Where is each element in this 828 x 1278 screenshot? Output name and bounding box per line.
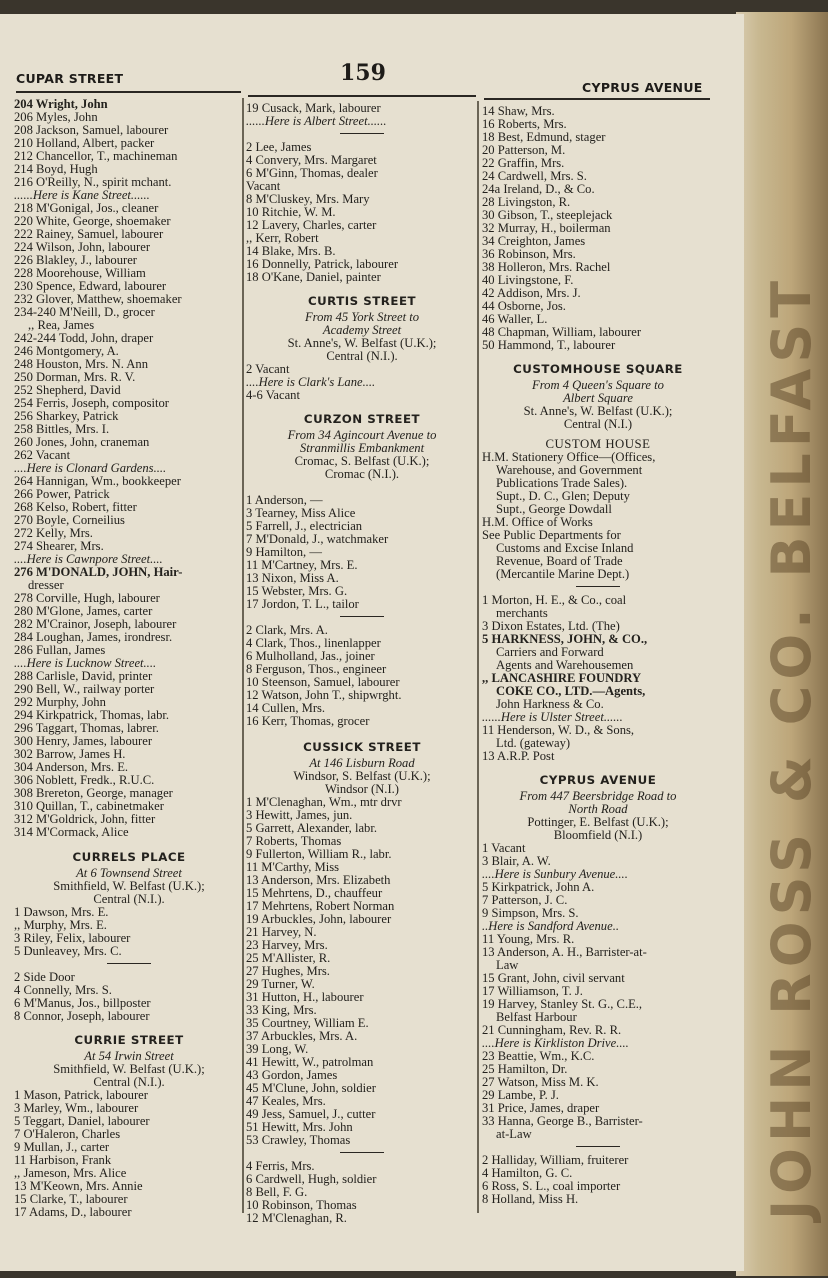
entry: 17 Jordon, T. L., tailor xyxy=(246,597,359,611)
entry: 29 Lambe, P. J. xyxy=(482,1088,559,1102)
entry-continued: Supt., D. C., Glen; Deputy xyxy=(496,489,630,503)
entry: 7 O'Haleron, Charles xyxy=(14,1127,121,1141)
street-heading: CURRIE STREET xyxy=(74,1033,184,1047)
entry: 234-240 M'Neill, D., grocer xyxy=(14,305,155,319)
short-rule xyxy=(340,616,384,617)
entry: 1 Anderson, — xyxy=(246,493,323,507)
entry: 37 Arbuckles, Mrs. A. xyxy=(246,1029,358,1043)
entry-continued: Customs and Excise Inland xyxy=(496,541,634,555)
entry: 43 Gordon, James xyxy=(246,1068,338,1082)
entry-continued: merchants xyxy=(496,606,548,620)
entry-continued: Agents and Warehousemen xyxy=(496,658,634,672)
entry: ,, Jameson, Mrs. Alice xyxy=(14,1166,127,1180)
running-head-left: CUPAR STREET xyxy=(16,71,124,86)
entry: 27 Watson, Miss M. K. xyxy=(482,1075,599,1089)
entry: H.M. Office of Works xyxy=(482,515,593,529)
entry: 14 Blake, Mrs. B. xyxy=(246,244,336,258)
entry: 11 M'Cartney, Mrs. E. xyxy=(246,558,358,572)
entry: 51 Hewitt, Mrs. John xyxy=(246,1120,353,1134)
entry: 206 Myles, John xyxy=(14,110,98,124)
header-rule xyxy=(484,98,710,100)
entry: 4 Clark, Thos., linenlapper xyxy=(246,636,381,650)
entry: 222 Rainey, Samuel, labourer xyxy=(14,227,164,241)
entry: 8 Connor, Joseph, labourer xyxy=(14,1009,150,1023)
entry-continued: COKE CO., LTD.—Agents, xyxy=(496,684,646,698)
entry: 10 Robinson, Thomas xyxy=(246,1198,357,1212)
entry-continued: Law xyxy=(496,958,519,972)
page-number: 159 xyxy=(340,60,386,86)
entry-continued: at-Law xyxy=(496,1127,532,1141)
entry: 300 Henry, James, labourer xyxy=(14,734,153,748)
entry-continued: Publications Trade Sales). xyxy=(496,476,628,490)
entry-continued: Revenue, Board of Trade xyxy=(496,554,623,568)
entry: 25 Hamilton, Dr. xyxy=(482,1062,568,1076)
street-location: From 447 Beersbridge Road to xyxy=(519,789,677,803)
entry-continued: Carriers and Forward xyxy=(496,645,604,659)
entry: 2 Clark, Mrs. A. xyxy=(246,623,328,637)
street-location: At 6 Townsend Street xyxy=(76,866,182,880)
entry: 27 Hughes, Mrs. xyxy=(246,964,330,978)
entry: 39 Long, W. xyxy=(246,1042,309,1056)
street-heading: CUSTOMHOUSE SQUARE xyxy=(513,362,683,376)
street-heading: CYPRUS AVENUE xyxy=(539,773,657,787)
entry: 18 Best, Edmund, stager xyxy=(482,130,606,144)
entry-continued: Ltd. (gateway) xyxy=(496,736,571,750)
entry: 310 Quillan, T., cabinetmaker xyxy=(14,799,164,813)
entry: 17 Adams, D., labourer xyxy=(14,1205,132,1219)
entry: 9 Mullan, J., carter xyxy=(14,1140,110,1154)
entry: 226 Blakley, J., labourer xyxy=(14,253,137,267)
entry: 48 Chapman, William, labourer xyxy=(482,325,642,339)
ward-info: Bloomfield (N.I.) xyxy=(553,828,643,842)
entry: 23 Beattie, Wm., K.C. xyxy=(482,1049,595,1063)
entry-continued: Supt., George Dowdall xyxy=(496,502,612,516)
entry: 7 Patterson, J. C. xyxy=(482,893,568,907)
entry-continued: John Harkness & Co. xyxy=(496,697,604,711)
entry: 5 Dunleavey, Mrs. C. xyxy=(14,944,122,958)
entry: 284 Loughan, James, irondresr. xyxy=(14,630,173,644)
entry: 5 Farrell, J., electrician xyxy=(246,519,363,533)
entry: 8 M'Cluskey, Mrs. Mary xyxy=(246,192,370,206)
entry: 294 Kirkpatrick, Thomas, labr. xyxy=(14,708,170,722)
entry: 286 Fullan, James xyxy=(14,643,106,657)
street-heading: CURRELS PLACE xyxy=(72,850,186,864)
entry: 6 M'Manus, Jos., billposter xyxy=(14,996,151,1010)
entry: 3 Riley, Felix, labourer xyxy=(14,931,131,945)
cross-street: ....Here is Sunbury Avenue.... xyxy=(482,867,628,881)
street-location: From 45 York Street to xyxy=(304,310,420,324)
entry: 242-244 Todd, John, draper xyxy=(14,331,154,345)
entry: 46 Waller, L. xyxy=(482,312,548,326)
entry: 308 Brereton, George, manager xyxy=(14,786,173,800)
entry: 29 Turner, W. xyxy=(246,977,315,991)
entry: 38 Holleron, Mrs. Rachel xyxy=(482,260,611,274)
cross-street: ......Here is Ulster Street...... xyxy=(482,710,623,724)
entry: 296 Taggart, Thomas, labrer. xyxy=(14,721,159,735)
street-location: At 54 Irwin Street xyxy=(84,1049,174,1063)
entry-continued: Warehouse, and Government xyxy=(496,463,643,477)
ward-info: Central (N.I.). xyxy=(326,349,398,363)
street-location: At 146 Lisburn Road xyxy=(309,756,415,770)
ward-info: Windsor (N.I.) xyxy=(325,782,399,796)
ward-info: Central (N.I.). xyxy=(93,1075,165,1089)
entry: 9 Hamilton, — xyxy=(246,545,322,559)
street-location: From 4 Queen's Square to xyxy=(532,378,664,392)
entry: 28 Livingston, R. xyxy=(482,195,571,209)
edge-printed-text: JOHN ROSS & CO. BELFAST xyxy=(760,274,823,1220)
entry: 12 Watson, John T., shipwrght. xyxy=(246,688,402,702)
entry: 5 Teggart, Daniel, labourer xyxy=(14,1114,150,1128)
entry: 19 Arbuckles, John, labourer xyxy=(246,912,392,926)
cross-street: ....Here is Kirkliston Drive.... xyxy=(482,1036,629,1050)
entry: 280 M'Glone, James, carter xyxy=(14,604,153,618)
entry: 274 Shearer, Mrs. xyxy=(14,539,104,553)
entry: Vacant xyxy=(246,179,281,193)
entry: 2 Lee, James xyxy=(246,140,312,154)
entry: 20 Patterson, M. xyxy=(482,143,566,157)
ward-info: St. Anne's, W. Belfast (U.K.); xyxy=(287,336,437,350)
entry: 312 M'Goldrick, John, fitter xyxy=(14,812,156,826)
entry: 306 Noblett, Fredk., R.U.C. xyxy=(14,773,155,787)
entry: 3 Marley, Wm., labourer xyxy=(14,1101,139,1115)
entry: 1 Vacant xyxy=(482,841,526,855)
entry: 272 Kelly, Mrs. xyxy=(14,526,93,540)
entry: 5 HARKNESS, JOHN, & CO., xyxy=(482,632,648,646)
entry: 6 Ross, S. L., coal importer xyxy=(482,1179,621,1193)
entry: 22 Graffin, Mrs. xyxy=(482,156,565,170)
entry: 2 Vacant xyxy=(246,362,290,376)
entry: 36 Robinson, Mrs. xyxy=(482,247,576,261)
entry: 40 Livingstone, F. xyxy=(482,273,574,287)
entry: 292 Murphy, John xyxy=(14,695,106,709)
entry: 288 Carlisle, David, printer xyxy=(14,669,153,683)
entry: 47 Keales, Mrs. xyxy=(246,1094,326,1108)
ward-info: Smithfield, W. Belfast (U.K.); xyxy=(53,879,205,893)
entry: 15 Clarke, T., labourer xyxy=(14,1192,128,1206)
entry: 7 Roberts, Thomas xyxy=(246,834,342,848)
entry: 12 Lavery, Charles, carter xyxy=(246,218,377,232)
street-location: Albert Square xyxy=(563,391,633,405)
entry: 13 Anderson, A. H., Barrister-at- xyxy=(482,945,647,959)
ward-info: Pottinger, E. Belfast (U.K.); xyxy=(527,815,669,829)
entry: 49 Jess, Samuel, J., cutter xyxy=(246,1107,376,1121)
entry: 216 O'Reilly, N., spirit mchant. xyxy=(14,175,172,189)
entry: 314 M'Cormack, Alice xyxy=(14,825,129,839)
entry: 304 Anderson, Mrs. E. xyxy=(14,760,129,774)
entry: 25 M'Allister, R. xyxy=(246,951,331,965)
entry-continued: Belfast Harbour xyxy=(496,1010,577,1024)
entry: 9 Fullerton, William R., labr. xyxy=(246,847,392,861)
entry: 268 Kelso, Robert, fitter xyxy=(14,500,137,514)
entry: 53 Crawley, Thomas xyxy=(246,1133,351,1147)
short-rule xyxy=(340,1152,384,1153)
entry: 4 Convery, Mrs. Margaret xyxy=(246,153,377,167)
entry: 302 Barrow, James H. xyxy=(14,747,126,761)
entry: 4 Connelly, Mrs. S. xyxy=(14,983,112,997)
ward-info: Windsor, S. Belfast (U.K.); xyxy=(293,769,431,783)
entry: 208 Jackson, Samuel, labourer xyxy=(14,123,169,137)
entry: 14 Cullen, Mrs. xyxy=(246,701,326,715)
entry: 12 M'Clenaghan, R. xyxy=(246,1211,347,1225)
ward-info: Cromac (N.I.). xyxy=(324,467,400,481)
entry: 45 M'Clune, John, soldier xyxy=(246,1081,376,1095)
street-heading: CURTIS STREET xyxy=(307,294,417,308)
column-1 xyxy=(14,98,244,1219)
entry: 258 Bittles, Mrs. I. xyxy=(14,422,110,436)
entry: 2 Halliday, William, fruiterer xyxy=(482,1153,629,1167)
street-location: Academy Street xyxy=(322,323,402,337)
entry: 11 Henderson, W. D., & Sons, xyxy=(482,723,635,737)
cross-street: ..Here is Sandford Avenue.. xyxy=(482,919,619,933)
cross-street: ....Here is Lucknow Street.... xyxy=(14,656,157,670)
running-head-right: CYPRUS AVENUE xyxy=(582,80,703,95)
entry-continued: dresser xyxy=(28,578,64,592)
entry: 14 Shaw, Mrs. xyxy=(482,104,555,118)
entry: 270 Boyle, Corneilius xyxy=(14,513,125,527)
ward-info: St. Anne's, W. Belfast (U.K.); xyxy=(523,404,673,418)
entry: 41 Hewitt, W., patrolman xyxy=(246,1055,374,1069)
entry: 21 Harvey, N. xyxy=(246,925,317,939)
entry: 10 Steenson, Samuel, labourer xyxy=(246,675,400,689)
entry-continued: (Mercantile Marine Dept.) xyxy=(496,567,630,581)
entry: 23 Harvey, Mrs. xyxy=(246,938,328,952)
entry: 264 Hannigan, Wm., bookkeeper xyxy=(14,474,181,488)
entry: 35 Courtney, William E. xyxy=(246,1016,369,1030)
entry: 260 Jones, John, craneman xyxy=(14,435,150,449)
short-rule xyxy=(107,963,151,964)
column-2 xyxy=(246,102,478,1225)
entry: 15 Webster, Mrs. G. xyxy=(246,584,348,598)
entry: 6 Cardwell, Hugh, soldier xyxy=(246,1172,377,1186)
entry: 42 Addison, Mrs. J. xyxy=(482,286,581,300)
entry: 33 Hanna, George B., Barrister- xyxy=(482,1114,643,1128)
entry: 218 M'Gonigal, Jos., cleaner xyxy=(14,201,159,215)
entry: 10 Ritchie, W. M. xyxy=(246,205,336,219)
entry: 17 Mehrtens, Robert Norman xyxy=(246,899,395,913)
cross-street: ....Here is Clonard Gardens.... xyxy=(14,461,167,475)
entry: 11 Young, Mrs. R. xyxy=(482,932,575,946)
entry: 34 Creighton, James xyxy=(482,234,586,248)
entry: See Public Departments for xyxy=(482,528,621,542)
entry: 246 Montgomery, A. xyxy=(14,344,119,358)
entry: 4 Hamilton, G. C. xyxy=(482,1166,573,1180)
entry: 24a Ireland, D., & Co. xyxy=(482,182,595,196)
ward-info: Central (N.I.). xyxy=(93,892,165,906)
entry: 210 Holland, Albert, packer xyxy=(14,136,155,150)
entry: 1 Mason, Patrick, labourer xyxy=(14,1088,148,1102)
entry: 31 Price, James, draper xyxy=(482,1101,600,1115)
entry: 266 Power, Patrick xyxy=(14,487,110,501)
entry: 17 Williamson, T. J. xyxy=(482,984,583,998)
entry: 19 Cusack, Mark, labourer xyxy=(246,101,381,115)
entry: 7 M'Donald, J., watchmaker xyxy=(246,532,389,546)
entry: 8 Holland, Miss H. xyxy=(482,1192,579,1206)
short-rule xyxy=(576,586,620,587)
entry: 248 Houston, Mrs. N. Ann xyxy=(14,357,148,371)
entry: 276 M'DONALD, JOHN, Hair- xyxy=(14,565,183,579)
entry: 256 Sharkey, Patrick xyxy=(14,409,119,423)
header-rule xyxy=(16,91,241,93)
street-location: Stranmillis Embankment xyxy=(299,441,425,455)
entry: 44 Osborne, Jos. xyxy=(482,299,566,313)
header-rule xyxy=(248,95,476,97)
entry: 1 M'Clenaghan, Wm., mtr drvr xyxy=(246,795,402,809)
entry: 9 Simpson, Mrs. S. xyxy=(482,906,579,920)
entry: 1 Dawson, Mrs. E. xyxy=(14,905,109,919)
ward-info: Central (N.I.) xyxy=(563,417,633,431)
entry: ,, LANCASHIRE FOUNDRY xyxy=(482,671,642,685)
entry: 11 M'Carthy, Miss xyxy=(246,860,339,874)
entry: 204 Wright, John xyxy=(14,97,108,111)
street-heading: CURZON STREET xyxy=(303,412,421,426)
entry: 5 Garrett, Alexander, labr. xyxy=(246,821,377,835)
entry: 5 Kirkpatrick, John A. xyxy=(482,880,595,894)
entry: 4 Ferris, Mrs. xyxy=(246,1159,315,1173)
short-rule xyxy=(340,133,384,134)
cross-street: ....Here is Cawnpore Street.... xyxy=(14,552,163,566)
entry: 4-6 Vacant xyxy=(246,388,300,402)
street-heading: CUSSICK STREET xyxy=(303,740,421,754)
entry: 8 Bell, F. G. xyxy=(246,1185,308,1199)
entry: 30 Gibson, T., steeplejack xyxy=(482,208,613,222)
entry: 3 Hewitt, James, jun. xyxy=(246,808,353,822)
entry: 252 Shepherd, David xyxy=(14,383,121,397)
entry: 214 Boyd, Hugh xyxy=(14,162,98,176)
entry: 6 M'Ginn, Thomas, dealer xyxy=(246,166,378,180)
entry: 212 Chancellor, T., machineman xyxy=(14,149,178,163)
entry: 15 Mehrtens, D., chauffeur xyxy=(246,886,383,900)
entry: ,, Murphy, Mrs. E. xyxy=(14,918,107,932)
entry: ,, Kerr, Robert xyxy=(246,231,319,245)
entry: 19 Harvey, Stanley St. G., C.E., xyxy=(482,997,643,1011)
entry: 31 Hutton, H., labourer xyxy=(246,990,364,1004)
street-location: North Road xyxy=(568,802,628,816)
cross-street: ......Here is Albert Street...... xyxy=(246,114,387,128)
entry: 32 Murray, H., boilerman xyxy=(482,221,611,235)
entry: 262 Vacant xyxy=(14,448,71,462)
entry: 13 A.R.P. Post xyxy=(482,749,555,763)
entry: 50 Hammond, T., labourer xyxy=(482,338,616,352)
entry: 16 Roberts, Mrs. xyxy=(482,117,567,131)
entry: 250 Dorman, Mrs. R. V. xyxy=(14,370,136,384)
cross-street: ......Here is Kane Street...... xyxy=(14,188,150,202)
entry: 13 M'Keown, Mrs. Annie xyxy=(14,1179,143,1193)
entry: 15 Grant, John, civil servant xyxy=(482,971,625,985)
entry: 3 Dixon Estates, Ltd. (The) xyxy=(482,619,620,633)
entry: 24 Cardwell, Mrs. S. xyxy=(482,169,587,183)
ward-info: Cromac, S. Belfast (U.K.); xyxy=(294,454,430,468)
cross-street: ....Here is Clark's Lane.... xyxy=(246,375,376,389)
entry: 3 Blair, A. W. xyxy=(482,854,551,868)
entry: 16 Kerr, Thomas, grocer xyxy=(246,714,370,728)
entry: 1 Morton, H. E., & Co., coal xyxy=(482,593,627,607)
entry: 13 Anderson, Mrs. Elizabeth xyxy=(246,873,391,887)
entry: 18 O'Kane, Daniel, painter xyxy=(246,270,381,284)
entry: 232 Glover, Matthew, shoemaker xyxy=(14,292,182,306)
entry: H.M. Stationery Office—(Offices, xyxy=(482,450,656,464)
entry: 3 Tearney, Miss Alice xyxy=(246,506,356,520)
building-heading: CUSTOM HOUSE xyxy=(545,437,651,451)
ward-info: Smithfield, W. Belfast (U.K.); xyxy=(53,1062,205,1076)
entry: 224 Wilson, John, labourer xyxy=(14,240,151,254)
entry: 8 Ferguson, Thos., engineer xyxy=(246,662,387,676)
street-location: From 34 Agincourt Avenue to xyxy=(287,428,437,442)
entry: 16 Donnelly, Patrick, labourer xyxy=(246,257,399,271)
entry: 230 Spence, Edward, labourer xyxy=(14,279,167,293)
entry: 220 White, George, shoemaker xyxy=(14,214,171,228)
entry: 282 M'Crainor, Joseph, labourer xyxy=(14,617,177,631)
entry: 228 Moorehouse, William xyxy=(14,266,146,280)
entry: 254 Ferris, Joseph, compositor xyxy=(14,396,169,410)
entry: ,, Rea, James xyxy=(28,318,95,332)
short-rule xyxy=(576,1146,620,1147)
entry: 21 Cunningham, Rev. R. R. xyxy=(482,1023,622,1037)
entry: 2 Side Door xyxy=(14,970,75,984)
entry: 6 Mulholland, Jas., joiner xyxy=(246,649,375,663)
entry: 290 Bell, W., railway porter xyxy=(14,682,155,696)
entry: 278 Corville, Hugh, labourer xyxy=(14,591,160,605)
entry: 11 Harbison, Frank xyxy=(14,1153,112,1167)
column-3 xyxy=(482,105,714,1206)
entry: 13 Nixon, Miss A. xyxy=(246,571,339,585)
entry: 33 King, Mrs. xyxy=(246,1003,317,1017)
